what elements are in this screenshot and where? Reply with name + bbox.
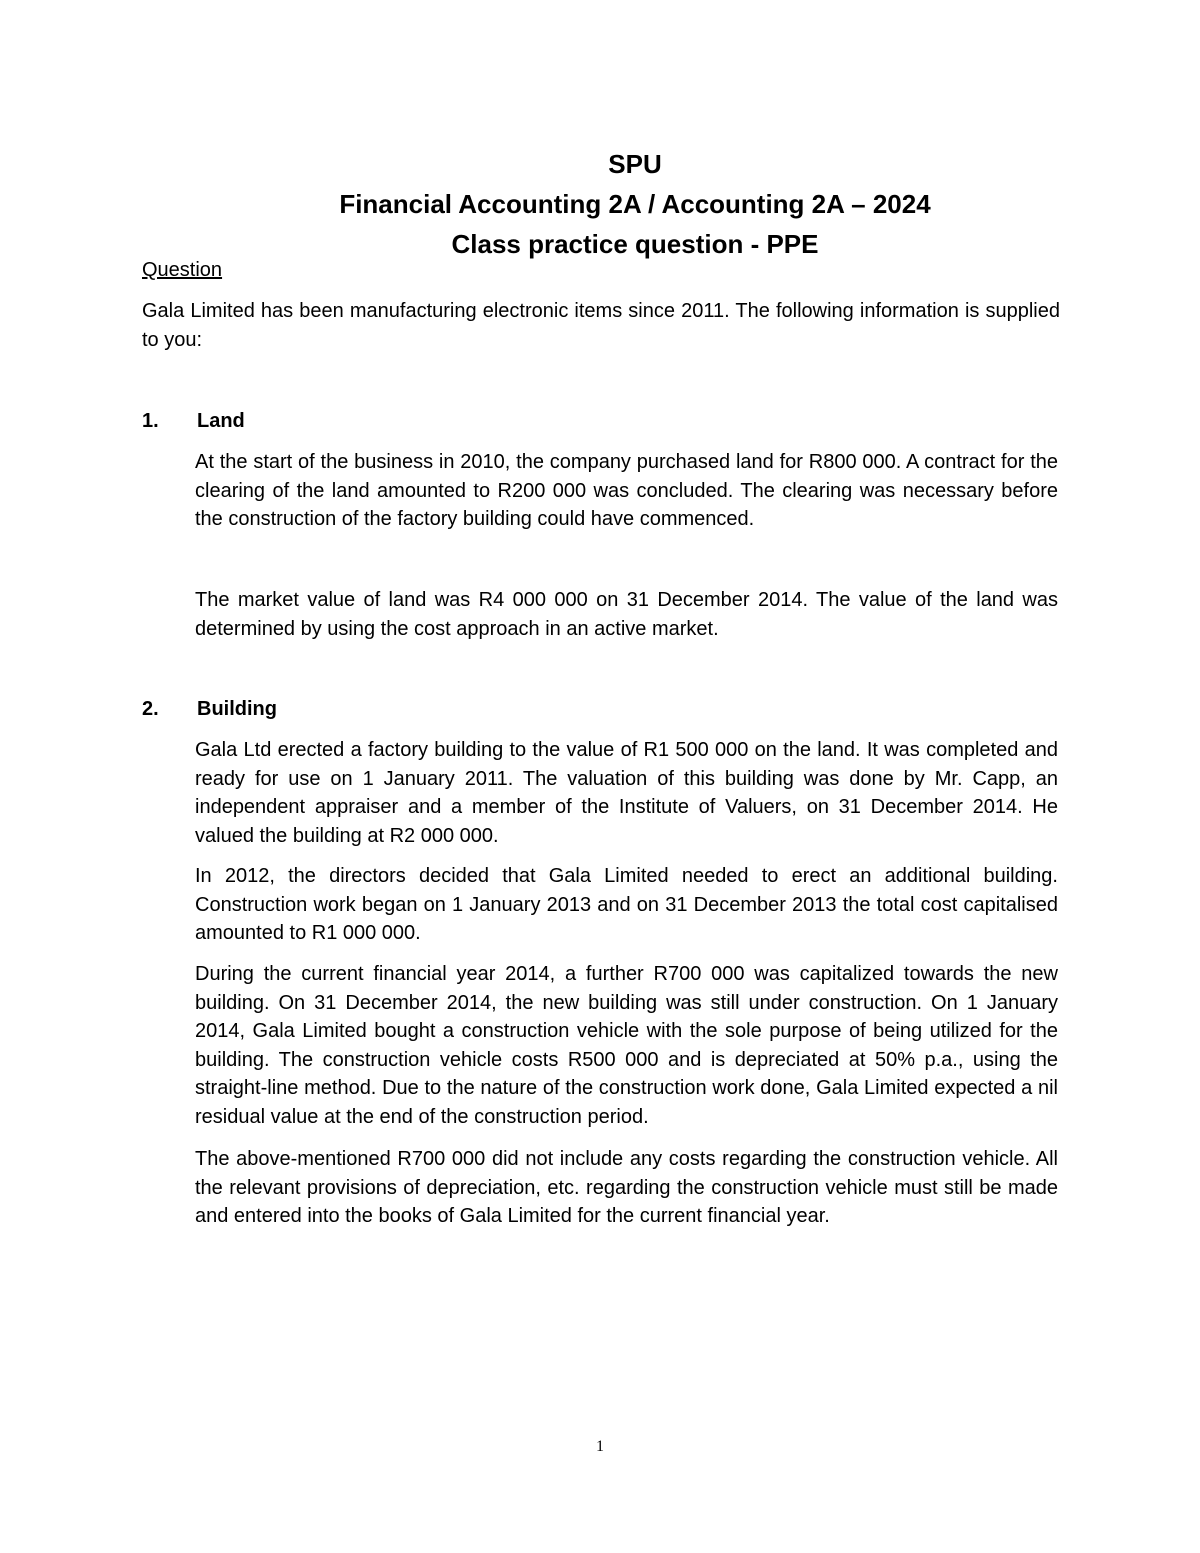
building-paragraph-1: Gala Ltd erected a factory building to the value of R1 500 000 on the land. It was completed and ready for use on 1 January 2011. The valuation of this building was done by Mr. Capp, an independent appraiser and a member of the Institute of Valuers, on 31 December 2014. He valued the building at R2 000 000. <box>195 739 1058 847</box>
section-title: Land <box>197 410 245 432</box>
land-paragraph-2: The market value of land was R4 000 000 on 31 December 2014. The value of the land was determined by using the cost approach in an active market. <box>195 589 1058 640</box>
section-heading-building <box>142 695 277 723</box>
section-number: 1. <box>142 410 159 432</box>
land-paragraph-1: At the start of the business in 2010, the company purchased land for R800 000. A contract for the clearing of the land amounted to R200 000 was concluded. The clearing was necessary before the construction of the factory building could have commenced. <box>195 451 1058 530</box>
intro-paragraph: Gala Limited has been manufacturing electronic items since 2011. The following information is supplied to you: <box>142 300 1060 351</box>
section-title: Building <box>197 698 277 720</box>
building-paragraph-4: The above-mentioned R700 000 did not include any costs regarding the construction vehicle. All the relevant provisions of depreciation, etc. regarding the construction vehicle must still be made and entered into the books of Gala Limited for the current financial year. <box>195 1148 1058 1227</box>
page-number: 1 <box>596 1438 604 1455</box>
practice-question-title: Class practice question - PPE <box>451 229 819 259</box>
building-paragraph-3: During the current financial year 2014, a further R700 000 was capitalized towards the new building. On 31 December 2014, the new building was still under construction. On 1 January 2014, Gala Limited bought a construction vehicle with the sole purpose of being utilized for the building. The construction vehicle costs R500 000 and is depreciated at 50% p.a., using the straight-line method. Due to the nature of the construction work done, Gala Limited expected a nil residual value at the end of the construction period. <box>195 963 1058 1128</box>
building-paragraph-2: In 2012, the directors decided that Gala Limited needed to erect an additional building. Construction work began on 1 January 2013 and on 31 December 2013 the total cost capitalised amounted to R1 000 000. <box>195 865 1058 944</box>
institution-title: SPU <box>608 149 662 179</box>
question-label: Question <box>142 259 223 281</box>
section-heading-land <box>142 407 245 435</box>
course-title: Financial Accounting 2A / Accounting 2A – 2024 <box>339 189 931 219</box>
document-title-block <box>0 144 1200 264</box>
section-number: 2. <box>142 698 159 720</box>
